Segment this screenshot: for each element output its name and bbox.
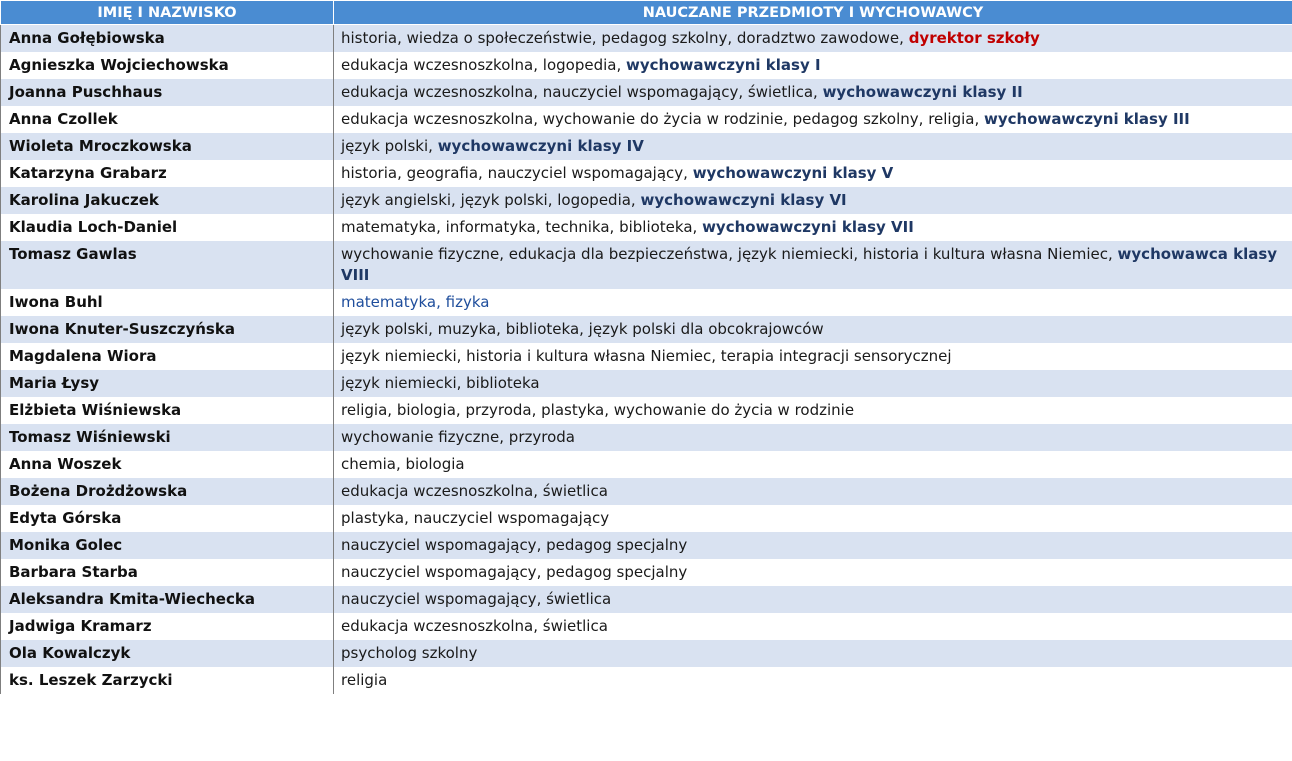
teacher-subjects-cell: [334, 25, 1292, 53]
subjects-text: język polski,: [341, 137, 438, 155]
table-row: [1, 505, 1292, 532]
teacher-name: ks. Leszek Zarzycki: [1, 667, 334, 694]
table-row: [1, 25, 1292, 53]
table-row: [1, 586, 1292, 613]
teacher-name: Joanna Puschhaus: [1, 79, 334, 106]
subjects-text: plastyka, nauczyciel wspomagający: [341, 509, 610, 527]
teacher-name: Klaudia Loch-Daniel: [1, 214, 334, 241]
table-row: [1, 79, 1292, 106]
subjects-text: religia: [341, 671, 388, 689]
homeroom-role: wychowawczyni klasy IV: [437, 137, 644, 155]
teacher-subjects-cell: [334, 106, 1292, 133]
teacher-subjects-cell: [334, 667, 1292, 694]
teacher-name: Edyta Górska: [1, 505, 334, 532]
table-row: [1, 397, 1292, 424]
teacher-subjects-cell: [334, 160, 1292, 187]
subjects-text: język polski, muzyka, biblioteka, język polski dla obcokrajowców: [341, 320, 824, 338]
teacher-name: Bożena Drożdżowska: [1, 478, 334, 505]
teacher-subjects-cell: [334, 214, 1292, 241]
subjects-text: edukacja wczesnoszkolna, świetlica: [341, 482, 608, 500]
teacher-subjects-cell: [334, 451, 1292, 478]
subjects-text: matematyka, fizyka: [341, 293, 490, 311]
teacher-name: Agnieszka Wojciechowska: [1, 52, 334, 79]
teacher-name: Maria Łysy: [1, 370, 334, 397]
subjects-text: historia, geografia, nauczyciel wspomagający,: [341, 164, 693, 182]
table-row: [1, 316, 1292, 343]
table-row: [1, 214, 1292, 241]
teacher-subjects-cell: [334, 133, 1292, 160]
teacher-name: Aleksandra Kmita-Wiechecka: [1, 586, 334, 613]
teacher-subjects-cell: [334, 397, 1292, 424]
column-header-subjects: NAUCZANE PRZEDMIOTY I WYCHOWAWCY: [334, 1, 1292, 25]
homeroom-role: wychowawczyni klasy I: [626, 56, 821, 74]
table-row: [1, 424, 1292, 451]
teacher-name: Katarzyna Grabarz: [1, 160, 334, 187]
teacher-subjects-cell: [334, 505, 1292, 532]
teacher-name: Tomasz Gawlas: [1, 241, 334, 289]
teacher-name: Monika Golec: [1, 532, 334, 559]
teacher-subjects-cell: [334, 532, 1292, 559]
table-row: [1, 106, 1292, 133]
teacher-name: Tomasz Wiśniewski: [1, 424, 334, 451]
subjects-text: język angielski, język polski, logopedia,: [341, 191, 641, 209]
subjects-text: religia, biologia, przyroda, plastyka, wychowanie do życia w rodzinie: [341, 401, 855, 419]
table-row: [1, 667, 1292, 694]
teacher-name: Wioleta Mroczkowska: [1, 133, 334, 160]
teacher-subjects-cell: [334, 52, 1292, 79]
table-row: [1, 187, 1292, 214]
table-body: [1, 25, 1292, 695]
subjects-text: nauczyciel wspomagający, świetlica: [341, 590, 612, 608]
teacher-name: Jadwiga Kramarz: [1, 613, 334, 640]
subjects-text: chemia, biologia: [341, 455, 465, 473]
table-row: [1, 133, 1292, 160]
homeroom-role: wychowawczyni klasy VII: [702, 218, 914, 236]
homeroom-role: dyrektor szkoły: [908, 29, 1040, 47]
subjects-text: język niemiecki, biblioteka: [341, 374, 540, 392]
subjects-text: język niemiecki, historia i kultura własna Niemiec, terapia integracji sensorycznej: [341, 347, 952, 365]
table-row: [1, 160, 1292, 187]
homeroom-role: wychowawca klasy VIII: [341, 245, 1278, 284]
subjects-text: psycholog szkolny: [341, 644, 478, 662]
teacher-subjects-cell: [334, 613, 1292, 640]
teacher-name: Iwona Knuter-Suszczyńska: [1, 316, 334, 343]
teacher-name: Barbara Starba: [1, 559, 334, 586]
teacher-name: Anna Gołębiowska: [1, 25, 334, 53]
teacher-name: Anna Woszek: [1, 451, 334, 478]
teacher-name: Elżbieta Wiśniewska: [1, 397, 334, 424]
table-row: [1, 532, 1292, 559]
teacher-subjects-cell: [334, 241, 1292, 289]
teacher-name: Iwona Buhl: [1, 289, 334, 316]
teacher-subjects-cell: [334, 370, 1292, 397]
teacher-subjects-cell: [334, 79, 1292, 106]
subjects-text: wychowanie fizyczne, przyroda: [341, 428, 575, 446]
table-row: [1, 478, 1292, 505]
subjects-text: edukacja wczesnoszkolna, logopedia,: [341, 56, 626, 74]
subjects-text: matematyka, informatyka, technika, biblioteka,: [341, 218, 703, 236]
subjects-text: edukacja wczesnoszkolna, wychowanie do życia w rodzinie, pedagog szkolny, religia,: [341, 110, 985, 128]
table-row: [1, 370, 1292, 397]
teacher-subjects-cell: [334, 187, 1292, 214]
teacher-name: Ola Kowalczyk: [1, 640, 334, 667]
table-header: [1, 1, 1292, 25]
teacher-subjects-cell: [334, 586, 1292, 613]
subjects-text: edukacja wczesnoszkolna, nauczyciel wspomagający, świetlica,: [341, 83, 823, 101]
teacher-subjects-cell: [334, 289, 1292, 316]
table-row: [1, 613, 1292, 640]
table-row: [1, 640, 1292, 667]
teacher-name: Anna Czollek: [1, 106, 334, 133]
subjects-text: nauczyciel wspomagający, pedagog specjalny: [341, 563, 688, 581]
homeroom-role: wychowawczyni klasy II: [822, 83, 1023, 101]
teacher-name: Magdalena Wiora: [1, 343, 334, 370]
homeroom-role: wychowawczyni klasy V: [692, 164, 894, 182]
table-row: [1, 241, 1292, 289]
subjects-text: nauczyciel wspomagający, pedagog specjalny: [341, 536, 688, 554]
teacher-subjects-cell: [334, 478, 1292, 505]
teacher-subjects-cell: [334, 640, 1292, 667]
table-row: [1, 559, 1292, 586]
table-row: [1, 451, 1292, 478]
table-row: [1, 343, 1292, 370]
teacher-subjects-cell: [334, 424, 1292, 451]
column-header-name: IMIĘ I NAZWISKO: [1, 1, 334, 25]
subjects-text: wychowanie fizyczne, edukacja dla bezpieczeństwa, język niemiecki, historia i kultura własna Niemiec,: [341, 245, 1118, 263]
teacher-subjects-cell: [334, 316, 1292, 343]
subjects-text: historia, wiedza o społeczeństwie, pedagog szkolny, doradztwo zawodowe,: [341, 29, 909, 47]
table-row: [1, 52, 1292, 79]
subjects-text: edukacja wczesnoszkolna, świetlica: [341, 617, 608, 635]
teacher-name: Karolina Jakuczek: [1, 187, 334, 214]
teacher-subjects-cell: [334, 343, 1292, 370]
table-row: [1, 289, 1292, 316]
teacher-subjects-cell: [334, 559, 1292, 586]
homeroom-role: wychowawczyni klasy III: [984, 110, 1190, 128]
homeroom-role: wychowawczyni klasy VI: [640, 191, 847, 209]
